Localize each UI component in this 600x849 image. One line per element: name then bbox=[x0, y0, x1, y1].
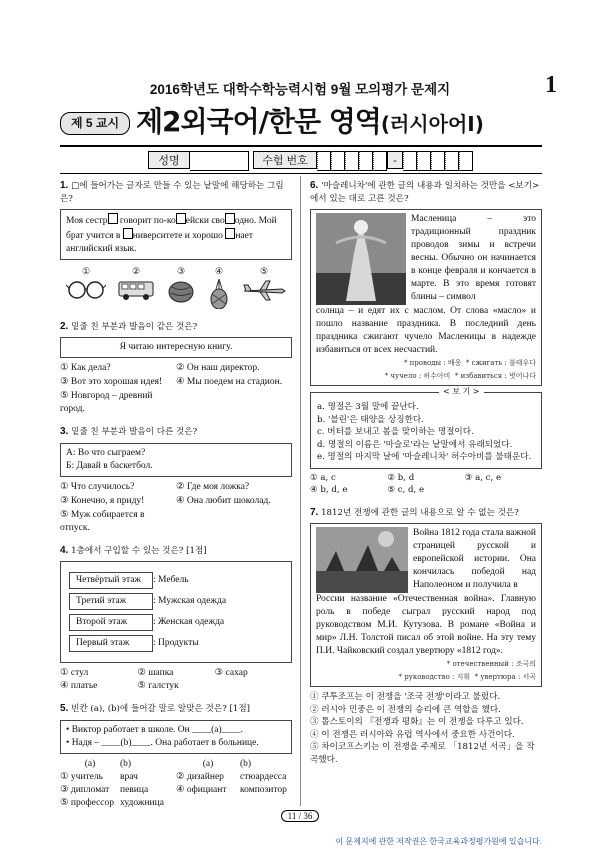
q1-choice[interactable] bbox=[116, 266, 156, 309]
floor-row bbox=[69, 614, 283, 631]
q4-option[interactable]: ① стул bbox=[60, 668, 89, 678]
gloss-item: * чучело : 허수아비 bbox=[384, 371, 451, 380]
q7-passage bbox=[310, 523, 542, 687]
q5-option[interactable]: ③ дипломат bbox=[60, 784, 110, 795]
q7-options bbox=[310, 691, 542, 766]
q5-option-b: художница bbox=[120, 797, 164, 808]
page-number: 1 bbox=[545, 72, 557, 98]
question-7 bbox=[310, 507, 542, 767]
q6-stem: '마슬레니차'에 관한 글의 내용과 일치하는 것만을 <보기>에서 있는 대로 고른 것은? bbox=[310, 181, 540, 204]
q7-text-right: Война 1812 года стала важной страницей русской и европейской истории. Она кончилась победой над Наполеоном и получила в bbox=[413, 528, 536, 590]
q6-number: 6. bbox=[310, 180, 319, 191]
q7-option[interactable]: ③ 톨스토이의 『전쟁과 평화』는 이 전쟁을 다루고 있다. bbox=[310, 717, 524, 727]
q6-options bbox=[310, 472, 542, 497]
q2-passage: Я читаю интересную книгу. bbox=[60, 337, 292, 358]
q5-option[interactable]: ② дизайнер bbox=[176, 771, 224, 782]
q1-choices bbox=[66, 266, 286, 309]
q3-passage bbox=[60, 443, 292, 477]
floor-goods: : Женская одежда bbox=[153, 617, 225, 627]
q2-options bbox=[60, 362, 292, 416]
q5-option-b: певица bbox=[120, 784, 149, 795]
number-digit[interactable] bbox=[403, 151, 417, 171]
q6-top bbox=[316, 213, 536, 305]
floor-label: Четвёртый этаж bbox=[69, 572, 153, 589]
number-label: 수험 번호 bbox=[253, 151, 317, 169]
q5-head: (b) bbox=[240, 758, 252, 769]
q3-option[interactable]: ④ Она любит шоколад. bbox=[176, 495, 271, 506]
q1-choice-label: ② bbox=[131, 267, 141, 277]
floor-label: Второй этаж bbox=[69, 614, 153, 631]
number-digit[interactable] bbox=[359, 151, 373, 171]
floor-label: Третий этаж bbox=[69, 593, 153, 610]
q5-option[interactable]: ① учитель bbox=[60, 771, 103, 782]
q2-stem: 밑줄 친 부분과 발음이 같은 것은? bbox=[71, 321, 198, 332]
question-4 bbox=[60, 545, 292, 694]
q5-stem: 빈칸 (a), (b)에 들어갈 말로 알맞은 것은? [1점] bbox=[71, 704, 250, 714]
left-column bbox=[60, 180, 292, 810]
q1-choice[interactable] bbox=[242, 266, 286, 309]
number-digit[interactable] bbox=[345, 151, 359, 171]
q7-option[interactable]: ⑤ 차이코프스키는 이 전쟁을 주제로 「1812년 서곡」을 작곡했다. bbox=[310, 742, 535, 765]
q1-passage bbox=[60, 209, 292, 260]
q1-text: Моя сестр bbox=[66, 216, 108, 226]
question-1 bbox=[60, 180, 292, 309]
q6-option[interactable]: ③ a, c, e bbox=[464, 472, 502, 483]
title-rule bbox=[60, 145, 542, 147]
q1-choice[interactable] bbox=[66, 266, 106, 309]
bogi-item: b. '블린'은 태양을 상징한다. bbox=[317, 414, 424, 425]
q6-bogi bbox=[310, 387, 542, 469]
session-badge: 제 5 교시 bbox=[60, 112, 130, 135]
q5-option-b: композитор bbox=[240, 784, 287, 795]
id-row bbox=[148, 151, 473, 169]
floor-label: Первый этаж bbox=[69, 635, 153, 652]
q5-line-b: • Надя – ____(b)____. Она работает в больнице. bbox=[66, 737, 259, 748]
bogi-item: c. 버터를 보내고 봄을 맞이하는 명절이다. bbox=[317, 427, 474, 437]
bus-icon bbox=[116, 279, 156, 301]
q6-option[interactable]: ① a, c bbox=[310, 472, 336, 483]
q3-option[interactable]: ⑤ Муж собирается в отпуск. bbox=[60, 509, 145, 533]
q1-text: ниверситете и хорошо bbox=[132, 231, 226, 241]
q5-option-b: стюардесса bbox=[240, 771, 287, 782]
question-3 bbox=[60, 426, 292, 535]
q5-line-a: • Виктор работает в школе. Он ____(a)____. bbox=[66, 724, 244, 735]
q6-text-right: Масленица – это традиционный праздник проводов зимы и встречи весны. Обычно он начинается в конце февраля и кончается в марте. В это время готовят блины – символ bbox=[411, 214, 536, 302]
q4-floor-table bbox=[60, 561, 292, 663]
q6-option[interactable]: ⑤ c, d, e bbox=[387, 485, 425, 495]
number-digit[interactable] bbox=[459, 151, 473, 171]
number-digit[interactable] bbox=[431, 151, 445, 171]
q3-option[interactable]: ① Что случилось? bbox=[60, 481, 135, 492]
subject-main: 제2외국어/한문 영역 bbox=[136, 105, 381, 138]
q1-text: одно. Мой брат учится в bbox=[66, 216, 277, 241]
subject-sub: (러시아어Ⅰ) bbox=[380, 112, 484, 136]
q7-option[interactable]: ① 쿠투조프는 이 전쟁을 '조국 전쟁'이라고 불렀다. bbox=[310, 692, 501, 702]
q1-choice-label: ④ bbox=[214, 267, 224, 277]
column-top-rule bbox=[60, 173, 542, 174]
number-digit[interactable] bbox=[417, 151, 431, 171]
floor-goods: : Мужская одежда bbox=[153, 596, 227, 606]
number-digit[interactable] bbox=[445, 151, 459, 171]
pineapple-icon bbox=[206, 279, 232, 309]
question-5 bbox=[60, 703, 292, 810]
q7-number: 7. bbox=[310, 506, 319, 518]
q6-passage bbox=[310, 209, 542, 386]
q4-option[interactable]: ④ платье bbox=[60, 681, 98, 691]
q1-choice-label: ③ bbox=[176, 267, 186, 277]
q7-top bbox=[316, 527, 536, 593]
q4-number: 4. bbox=[60, 544, 69, 556]
bogi-item: d. 명절의 이름은 '마슬로'라는 낱말에서 유래되었다. bbox=[317, 439, 513, 450]
q7-option[interactable]: ④ 이 전쟁은 러시아와 유럽 역사에서 중요한 사건이다. bbox=[310, 729, 515, 740]
right-column bbox=[310, 180, 542, 766]
q7-stem: 1812년 전쟁에 관한 글의 내용으로 알 수 없는 것은? bbox=[321, 507, 519, 518]
gloss-item: * отечественный : 조국의 bbox=[446, 660, 536, 668]
floor-row bbox=[69, 572, 283, 589]
maslenitsa-photo bbox=[316, 213, 406, 305]
number-dash: - bbox=[387, 151, 403, 169]
q5-passage bbox=[60, 720, 292, 754]
q4-option[interactable]: ⑤ галстук bbox=[137, 681, 179, 691]
q5-option[interactable]: ④ официант bbox=[176, 784, 227, 795]
q1-choice[interactable] bbox=[206, 266, 232, 309]
number-digit[interactable] bbox=[317, 151, 331, 171]
q3-line-a: А: Во что сыграем? bbox=[66, 447, 146, 458]
bogi-item: e. 명절의 마지막 날에 '마슬레니차' 허수아비를 불태운다. bbox=[317, 452, 532, 462]
q1-text: говорит по-ко bbox=[119, 216, 176, 226]
watermelon-icon bbox=[166, 279, 196, 303]
q1-stem: □에 들어가는 글자로 만들 수 있는 낱말에 해당하는 그림은? bbox=[60, 181, 284, 204]
page-counter: 11 / 36 bbox=[281, 810, 320, 822]
battle-painting bbox=[316, 527, 408, 593]
q1-text: ейски сво bbox=[185, 216, 225, 226]
q4-option[interactable]: ③ сахар bbox=[214, 668, 248, 678]
page-current: 11 bbox=[287, 811, 297, 821]
q5-options bbox=[60, 758, 292, 810]
q5-option[interactable]: ⑤ профессор bbox=[60, 797, 115, 808]
q5-head: (b) bbox=[120, 758, 132, 769]
q6-option[interactable]: ④ b, d, e bbox=[310, 485, 348, 495]
subject-title bbox=[136, 100, 484, 140]
q2-option[interactable]: ② Он наш директор. bbox=[176, 363, 260, 373]
q4-option[interactable]: ② шапка bbox=[137, 668, 174, 678]
q3-option[interactable]: ② Где моя ложка? bbox=[176, 481, 250, 492]
q5-head: (a) bbox=[84, 758, 96, 769]
gloss-item: * избавиться : 벗어나다 bbox=[454, 371, 536, 380]
airplane-icon bbox=[242, 279, 286, 301]
q1-text: нает английский язык. bbox=[66, 231, 253, 254]
number-digit[interactable] bbox=[331, 151, 345, 171]
gloss-item: * руководство : 지휘 bbox=[398, 672, 471, 681]
q2-option[interactable]: ① Как дела? bbox=[60, 363, 111, 373]
exam-title: 2016학년도 대학수학능력시험 9월 모의평가 문제지 bbox=[149, 82, 451, 97]
q4-stem: 1층에서 구입할 수 있는 것은? [1점] bbox=[71, 545, 207, 556]
bogi-item: a. 명절은 3월 말에 끝난다. bbox=[317, 402, 419, 412]
q3-line-b: Б: Давай в баскетбол. bbox=[66, 460, 153, 471]
floor-row bbox=[69, 593, 283, 610]
page-footer bbox=[0, 810, 600, 822]
q6-option[interactable]: ② b, d bbox=[387, 472, 415, 483]
gloss-item: * сжигать : 불태우다 bbox=[465, 359, 536, 367]
floor-goods: : Продукты bbox=[153, 638, 199, 648]
floor-row bbox=[69, 635, 283, 652]
q5-number: 5. bbox=[60, 703, 69, 714]
bogi-label: < 보 기 > bbox=[439, 386, 484, 399]
q7-option[interactable]: ② 러시아 민중은 이 전쟁의 승리에 큰 역할을 했다. bbox=[310, 704, 501, 715]
q2-option[interactable]: ④ Мы поедем на стадион. bbox=[176, 377, 283, 387]
q1-choice[interactable] bbox=[166, 266, 196, 309]
gloss-item: * увертюра : 서곡 bbox=[474, 672, 536, 681]
q7-text-full: России название «Отечественная война». Главную роль в победе сыграл русский народ под руководством М.И. Кутузова. В романе «Война и мир» Л.Н. Толстой писал об этой войне. На эту тему П.И. Чайковский создал увертюру «1812 год». bbox=[316, 594, 536, 656]
question-6 bbox=[310, 180, 542, 497]
floor-goods: : Мебель bbox=[153, 575, 189, 585]
gloss-item: * проводы : 배웅 bbox=[403, 359, 462, 367]
q3-options bbox=[60, 481, 292, 535]
column-divider bbox=[300, 176, 301, 806]
q4-options bbox=[60, 667, 292, 693]
number-digit[interactable] bbox=[373, 151, 387, 171]
page-total: 36 bbox=[303, 811, 313, 821]
q6-text-full: солнца – и едят их с маслом. От слова «масло» и пошло название праздника. В последний день праздника сжигают чучело Масленицы в надежде избавиться от всех несчастий. bbox=[316, 306, 536, 355]
q1-choice-label: ① bbox=[81, 267, 91, 277]
q2-option[interactable]: ③ Вот это хорошая идея! bbox=[60, 377, 163, 387]
glasses-icon bbox=[66, 279, 106, 299]
q3-number: 3. bbox=[60, 426, 69, 437]
q5-option-b: врач bbox=[120, 771, 138, 782]
name-label: 성명 bbox=[148, 151, 190, 169]
q2-option[interactable]: ⑤ Новгород – древний город. bbox=[60, 391, 153, 414]
q1-choice-label: ⑤ bbox=[259, 267, 269, 277]
q6-gloss bbox=[316, 357, 536, 382]
q2-number: 2. bbox=[60, 320, 69, 332]
question-2 bbox=[60, 321, 292, 417]
q7-gloss bbox=[316, 658, 536, 683]
q3-stem: 밑줄 친 부분과 발음이 다른 것은? bbox=[71, 427, 198, 437]
q5-head: (a) bbox=[202, 758, 214, 769]
q1-number: 1. bbox=[60, 180, 69, 191]
q3-option[interactable]: ③ Конечно, я приду! bbox=[60, 495, 145, 506]
copyright-notice: 이 문제지에 관한 저작권은 한국교육과정평가원에 있습니다. bbox=[335, 837, 542, 846]
name-field[interactable] bbox=[190, 151, 249, 171]
